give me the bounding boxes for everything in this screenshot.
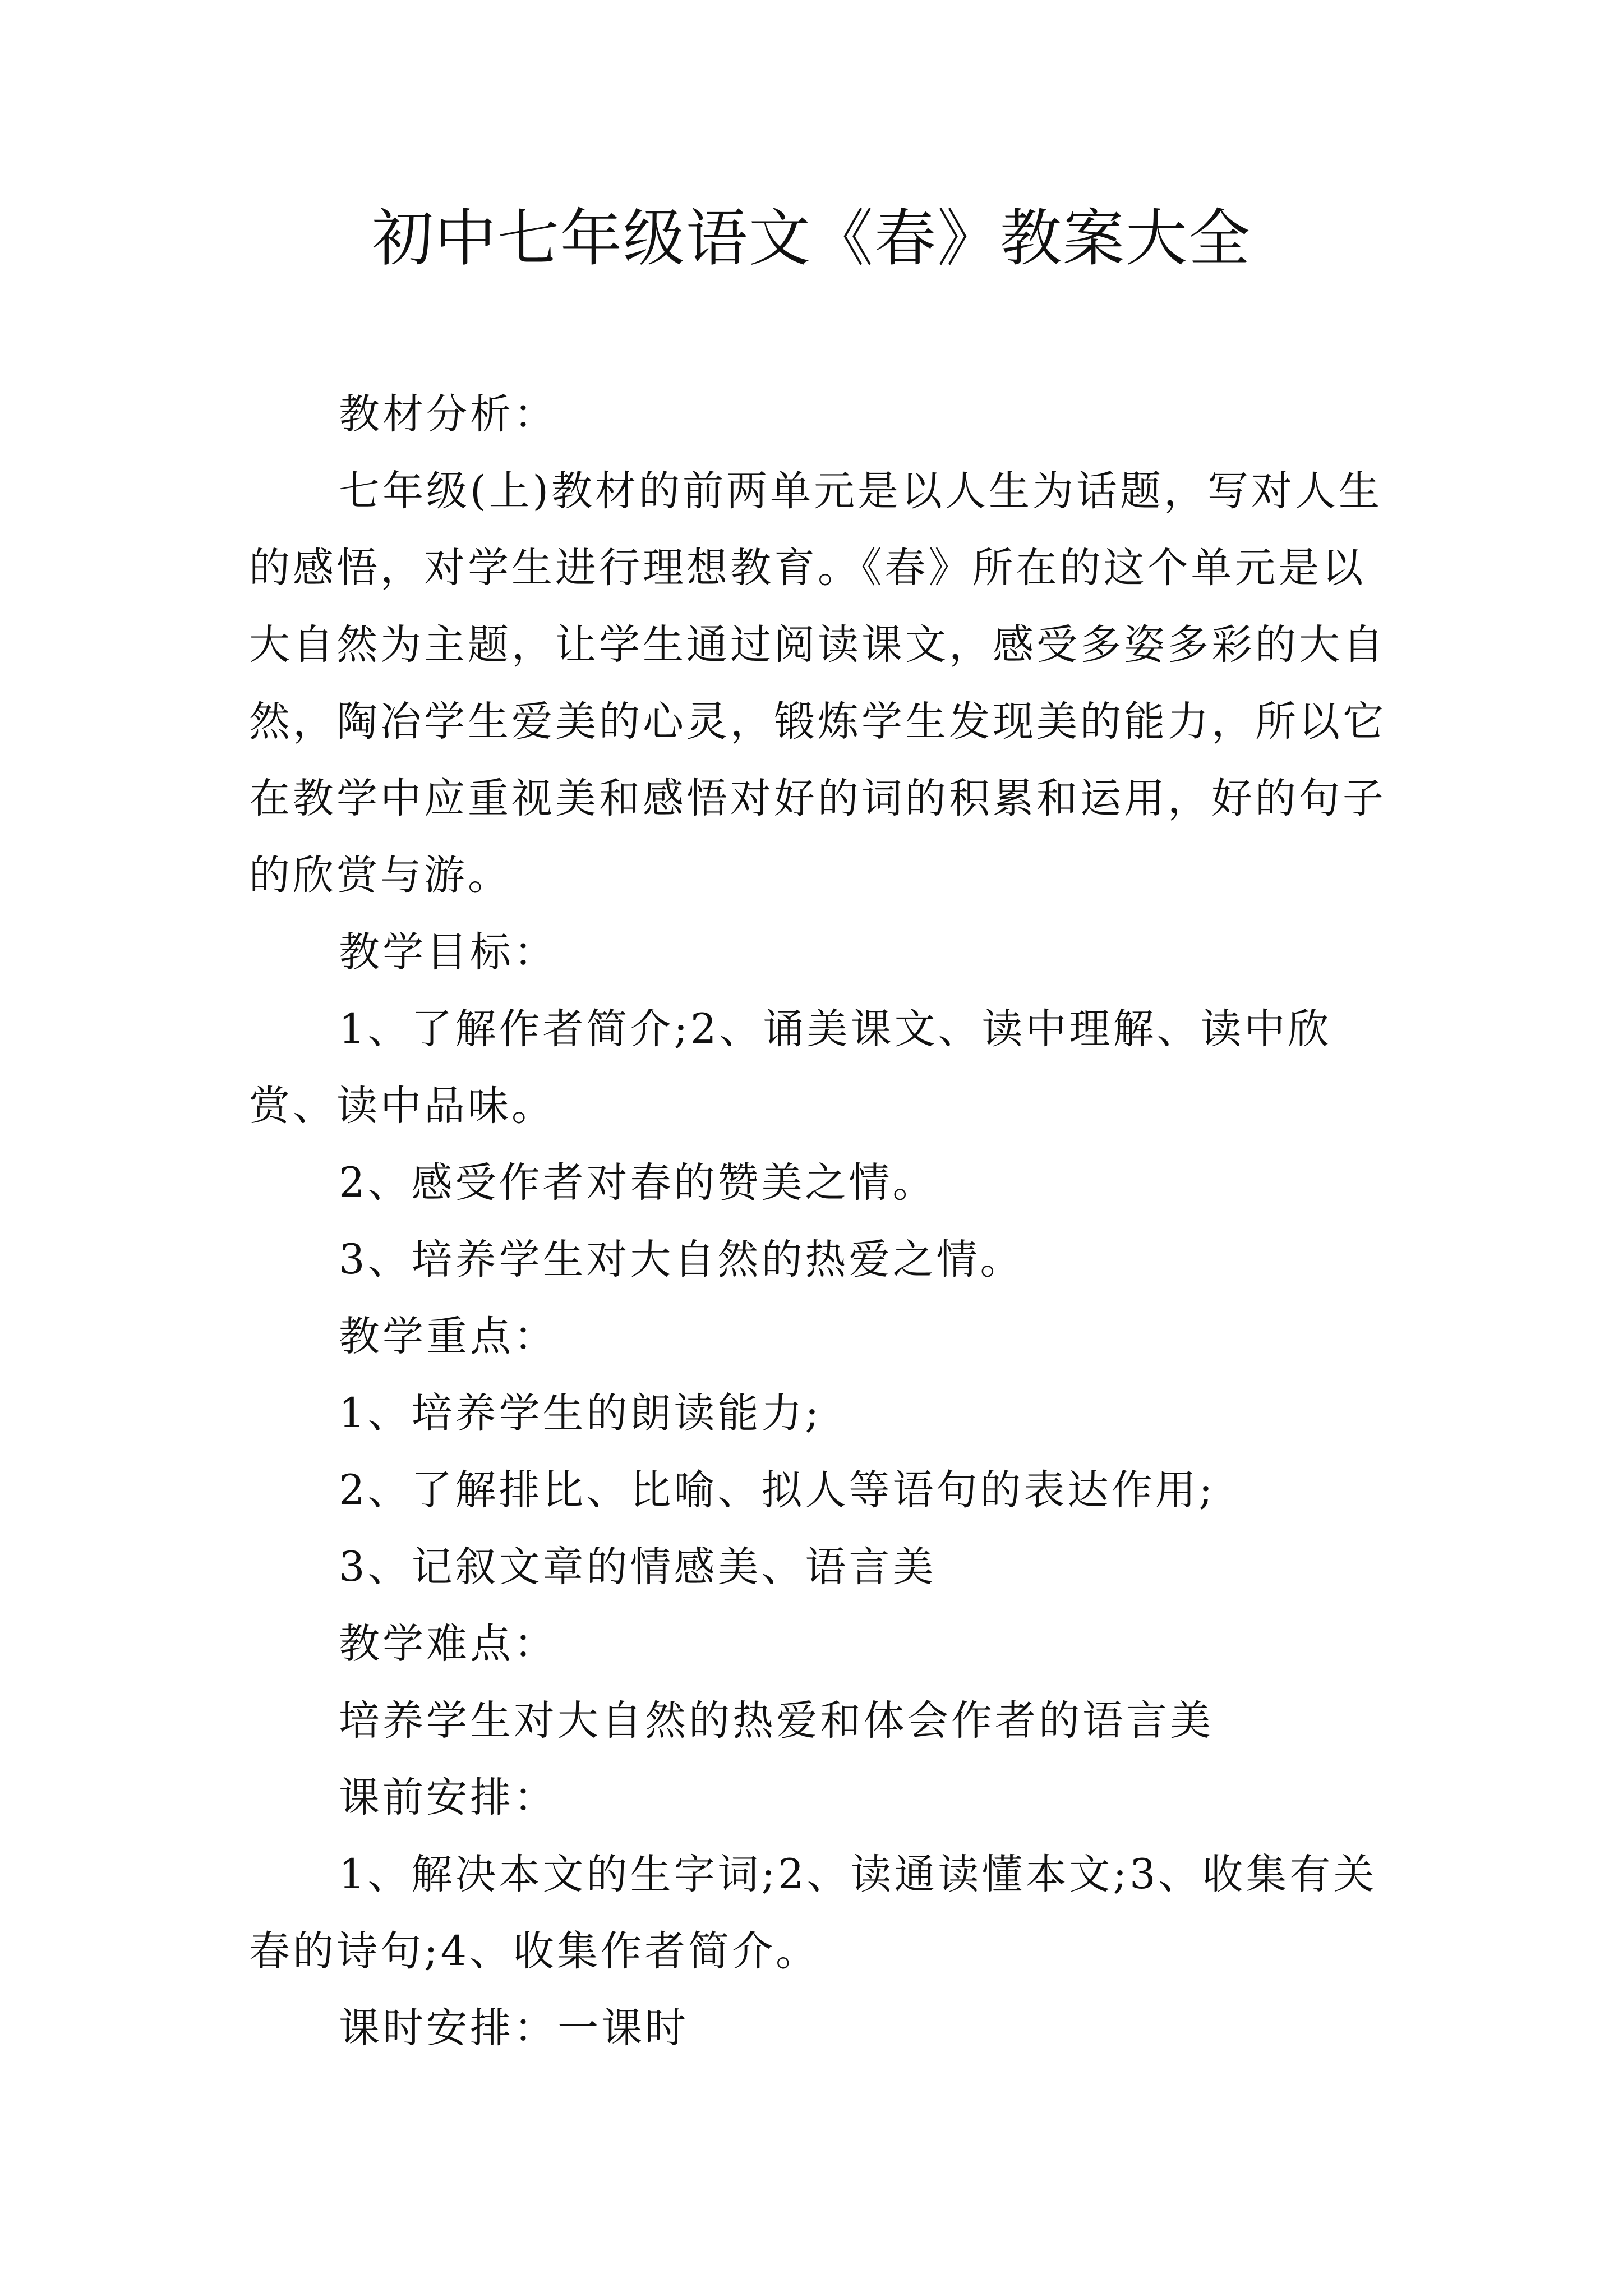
goal-item-1: 1、了解作者简介;2、诵美课文、读中理解、读中欣赏、读中品味。: [249, 1005, 1332, 1130]
focus-item-2: 2、了解排比、比喻、拟人等语句的表达作用;: [339, 1466, 1216, 1514]
goal-item-2: 2、感受作者对春的赞美之情。: [339, 1159, 937, 1207]
heading-teaching-difficulty: 教学难点：: [339, 1620, 557, 1668]
paragraph-textbook-analysis: 七年级(上)教材的前两单元是以人生为话题，写对人生的感悟，对学生进行理想教育。《春》所在的这个单元是以大自然为主题，让学生通过阅读课文，感受多姿多彩的大自然，陶冶学生爱美的心灵，锻炼学生发现美的能力，所以它在教学中应重视美和感悟对好的词的积累和运用，好的句子的欣赏与游。: [249, 467, 1386, 899]
heading-teaching-goals: 教学目标：: [339, 928, 557, 976]
goal-item-3: 3、培养学生对大自然的热爱之情。: [339, 1236, 1024, 1283]
document-body: [249, 376, 1387, 2067]
difficulty-item: 培养学生对大自然的热爱和体会作者的语言美: [339, 1697, 1214, 1745]
document-title: 初中七年级语文《春》教案大全: [372, 203, 1251, 274]
preclass-items: 1、解决本文的生字词;2、读通读懂本文;3、收集有关春的诗句;4、收集作者简介。: [249, 1851, 1377, 1975]
focus-item-1: 1、培养学生的朗读能力;: [339, 1389, 822, 1437]
lesson-time-arrangement: 课时安排：一课时: [339, 2004, 689, 2052]
heading-textbook-analysis: 教材分析：: [339, 390, 557, 438]
focus-item-3: 3、记叙文章的情感美、语言美: [339, 1543, 937, 1591]
heading-teaching-focus: 教学重点：: [339, 1313, 557, 1360]
heading-preclass-arrangement: 课前安排：: [339, 1774, 557, 1821]
